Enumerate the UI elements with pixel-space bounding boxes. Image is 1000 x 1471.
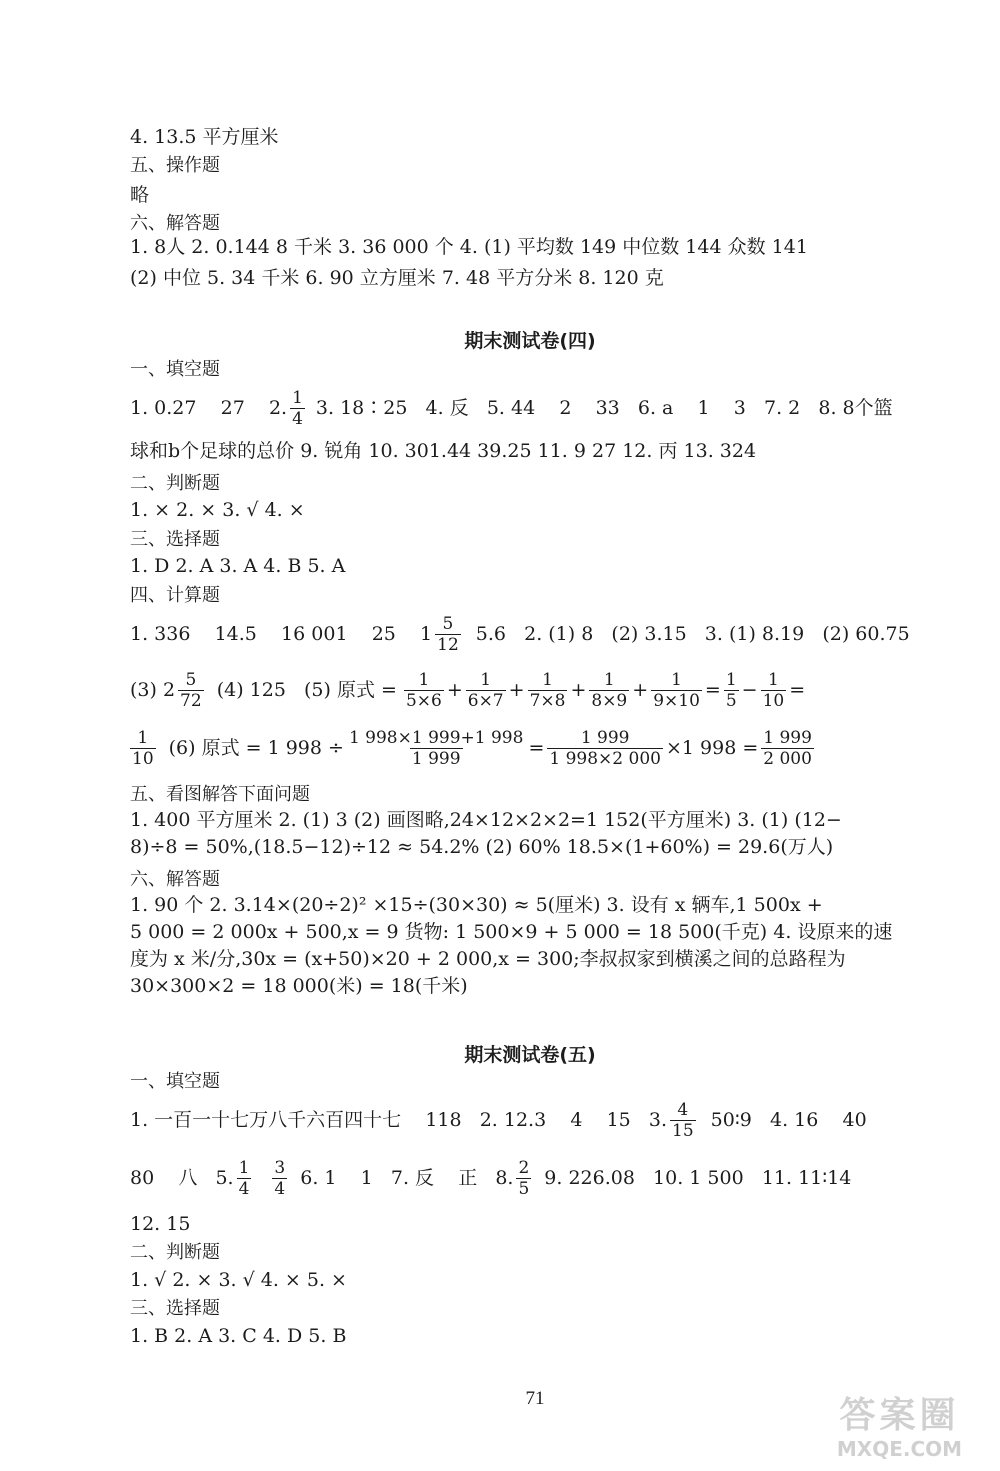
fraction — [347, 728, 526, 769]
answer-line: 5 000 = 2 000x + 500,x = 9 货物: 1 500×9 + 5 000 = 18 500(千克) 4. 设原来的速 — [130, 921, 893, 943]
fraction — [290, 388, 305, 429]
answer-text: 1. 336 14.5 16 001 25 1 — [130, 623, 433, 645]
denominator: 6×7 — [467, 690, 504, 711]
calc-line — [130, 722, 930, 774]
answer-text: (6) 原式 = 1 998 ÷ — [168, 737, 344, 759]
denominator: 4 — [292, 408, 303, 429]
section-heading: 六、解答题 — [130, 213, 220, 234]
watermark-logo — [817, 1395, 982, 1465]
denominator: 2 000 — [763, 748, 812, 769]
answer-text: 3. 18∶25 4. 反 5. 44 2 33 6. a 1 3 7. 2 8. 8个篮 — [315, 397, 893, 419]
equals-sign: = — [528, 737, 545, 759]
answer-text: 1. 一百一十七万八千六百四十七 118 2. 12.3 4 15 3. — [130, 1109, 668, 1131]
numerator: 1 — [292, 387, 303, 408]
numerator: 1 — [418, 669, 430, 690]
denominator: 5×6 — [405, 690, 442, 711]
section-heading: 五、操作题 — [130, 155, 220, 176]
fraction — [547, 728, 663, 769]
answer-text: (3) 2 — [130, 679, 176, 701]
numerator: 1 — [542, 669, 553, 690]
denominator: 4 — [274, 1178, 286, 1199]
numerator: 1 — [725, 669, 737, 690]
equals-sign: = — [789, 679, 806, 701]
watermark-text: 答案圈 — [839, 1395, 960, 1436]
answer-text: 5.6 2. (1) 8 (2) 3.15 3. (1) 8.19 (2) 60.75 — [475, 623, 910, 645]
fraction — [761, 670, 787, 711]
numerator: 1 998×1 999+1 998 — [348, 727, 524, 748]
answer-line: 1. 400 平方厘米 2. (1) 3 (2) 画图略,24×12×2×2=1 152(平方厘米) 3. (1) (12− — [130, 809, 842, 831]
fraction — [466, 670, 506, 711]
answer-line: 8)÷8 = 50%,(18.5−12)÷12 ≈ 54.2% (2) 60% 18.5×(1+60%) = 29.6(万人) — [130, 836, 834, 858]
section-heading: 四、计算题 — [130, 585, 220, 606]
minus-sign: − — [741, 679, 758, 701]
denominator: 15 — [672, 1120, 694, 1141]
answer-line: 度为 x 米/分,30x = (x+50)×20 + 2 000,x = 300;李叔叔家到横溪之间的总路程为 — [130, 948, 846, 970]
section-heading: 一、填空题 — [130, 359, 220, 380]
answer-line: 1. 90 个 2. 3.14×(20÷2)² ×15÷(30×30) ≈ 5(厘米) 3. 设有 x 辆车,1 500x + — [130, 894, 823, 916]
answer-text: 1. 0.27 27 2. — [130, 397, 288, 419]
fraction — [724, 670, 739, 711]
numerator: 1 — [767, 669, 779, 690]
fill-line — [130, 1096, 930, 1144]
fraction — [178, 670, 204, 711]
denominator: 10 — [762, 690, 785, 711]
section-heading: 二、判断题 — [130, 1242, 220, 1263]
answer-line: 1. B 2. A 3. C 4. D 5. B — [130, 1325, 347, 1347]
fraction — [528, 670, 568, 711]
answer-line: 4. 13.5 平方厘米 — [130, 126, 279, 148]
numerator: 1 — [137, 727, 149, 748]
fraction — [651, 670, 702, 711]
fraction — [670, 1100, 696, 1141]
answer-line: 1. √ 2. × 3. √ 4. × 5. × — [130, 1269, 347, 1291]
answer-text: 9. 226.08 10. 1 500 11. 11∶14 — [544, 1167, 852, 1189]
calc-line — [130, 610, 930, 658]
section-heading: 三、选择题 — [130, 1298, 220, 1319]
fill-line — [130, 384, 930, 432]
numerator: 1 — [480, 669, 492, 690]
section-heading: 五、看图解答下面问题 — [130, 784, 310, 805]
fraction — [516, 1158, 531, 1199]
denominator: 9×10 — [653, 690, 700, 711]
plus-sign: + — [570, 679, 587, 701]
equals-sign: = — [704, 679, 721, 701]
denominator: 4 — [238, 1178, 250, 1199]
answer-line: 30×300×2 = 18 000(米) = 18(千米) — [130, 975, 468, 997]
numerator: 1 — [238, 1157, 250, 1178]
answer-text: 50∶9 4. 16 40 — [710, 1109, 867, 1131]
answer-text: ×1 998 = — [665, 737, 759, 759]
fraction — [589, 670, 629, 711]
section-heading: 三、选择题 — [130, 529, 220, 550]
denominator: 12 — [437, 634, 459, 655]
numerator: 4 — [677, 1099, 689, 1120]
numerator: 1 999 — [763, 727, 812, 748]
plus-sign: + — [632, 679, 649, 701]
page-number: 71 — [525, 1388, 545, 1409]
numerator: 1 — [671, 669, 682, 690]
answer-line: 1. × 2. × 3. √ 4. × — [130, 499, 305, 521]
answer-line: (2) 中位 5. 34 千米 6. 90 立方厘米 7. 48 平方分米 8. 120 克 — [130, 267, 664, 289]
plus-sign: + — [508, 679, 525, 701]
section-heading: 二、判断题 — [130, 473, 220, 494]
watermark-url: MXQE.COM — [836, 1437, 963, 1461]
denominator: 8×9 — [591, 690, 628, 711]
answer-text: (4) 125 (5) 原式 = — [216, 679, 397, 701]
plus-sign: + — [446, 679, 463, 701]
denominator: 1 998×2 000 — [549, 748, 661, 769]
section-heading: 六、解答题 — [130, 869, 220, 890]
numerator: 1 — [603, 669, 615, 690]
denominator: 5 — [725, 690, 737, 711]
fraction — [272, 1158, 287, 1199]
denominator: 5 — [518, 1178, 530, 1199]
exam-title: 期末测试卷(四) — [464, 330, 596, 352]
fraction — [761, 728, 814, 769]
denominator: 1 999 — [411, 748, 461, 769]
answer-text: 6. 1 1 7. 反 正 8. — [300, 1167, 514, 1189]
answer-line: 1. D 2. A 3. A 4. B 5. A — [130, 555, 346, 577]
denominator: 7×8 — [529, 690, 566, 711]
fraction — [237, 1158, 252, 1199]
numerator: 2 — [518, 1157, 530, 1178]
fraction — [130, 728, 156, 769]
numerator: 5 — [185, 669, 197, 690]
fraction — [404, 670, 444, 711]
fraction — [435, 614, 461, 655]
answer-line: 球和b个足球的总价 9. 锐角 10. 301.44 39.25 11. 9 27 12. 丙 13. 324 — [130, 440, 757, 462]
exam-title: 期末测试卷(五) — [464, 1044, 596, 1066]
answer-line: 12. 15 — [130, 1213, 191, 1235]
answer-line: 略 — [130, 184, 150, 206]
numerator: 3 — [274, 1157, 286, 1178]
denominator: 10 — [132, 748, 154, 769]
numerator: 5 — [442, 613, 454, 634]
numerator: 1 999 — [580, 727, 630, 748]
answer-text: 80 八 5. — [130, 1167, 234, 1189]
calc-line — [130, 664, 930, 716]
section-heading: 一、填空题 — [130, 1071, 220, 1092]
denominator: 72 — [180, 690, 202, 711]
answer-line: 1. 8人 2. 0.144 8 千米 3. 36 000 个 4. (1) 平均数 149 中位数 144 众数 141 — [130, 236, 808, 258]
fill-line — [130, 1154, 930, 1202]
